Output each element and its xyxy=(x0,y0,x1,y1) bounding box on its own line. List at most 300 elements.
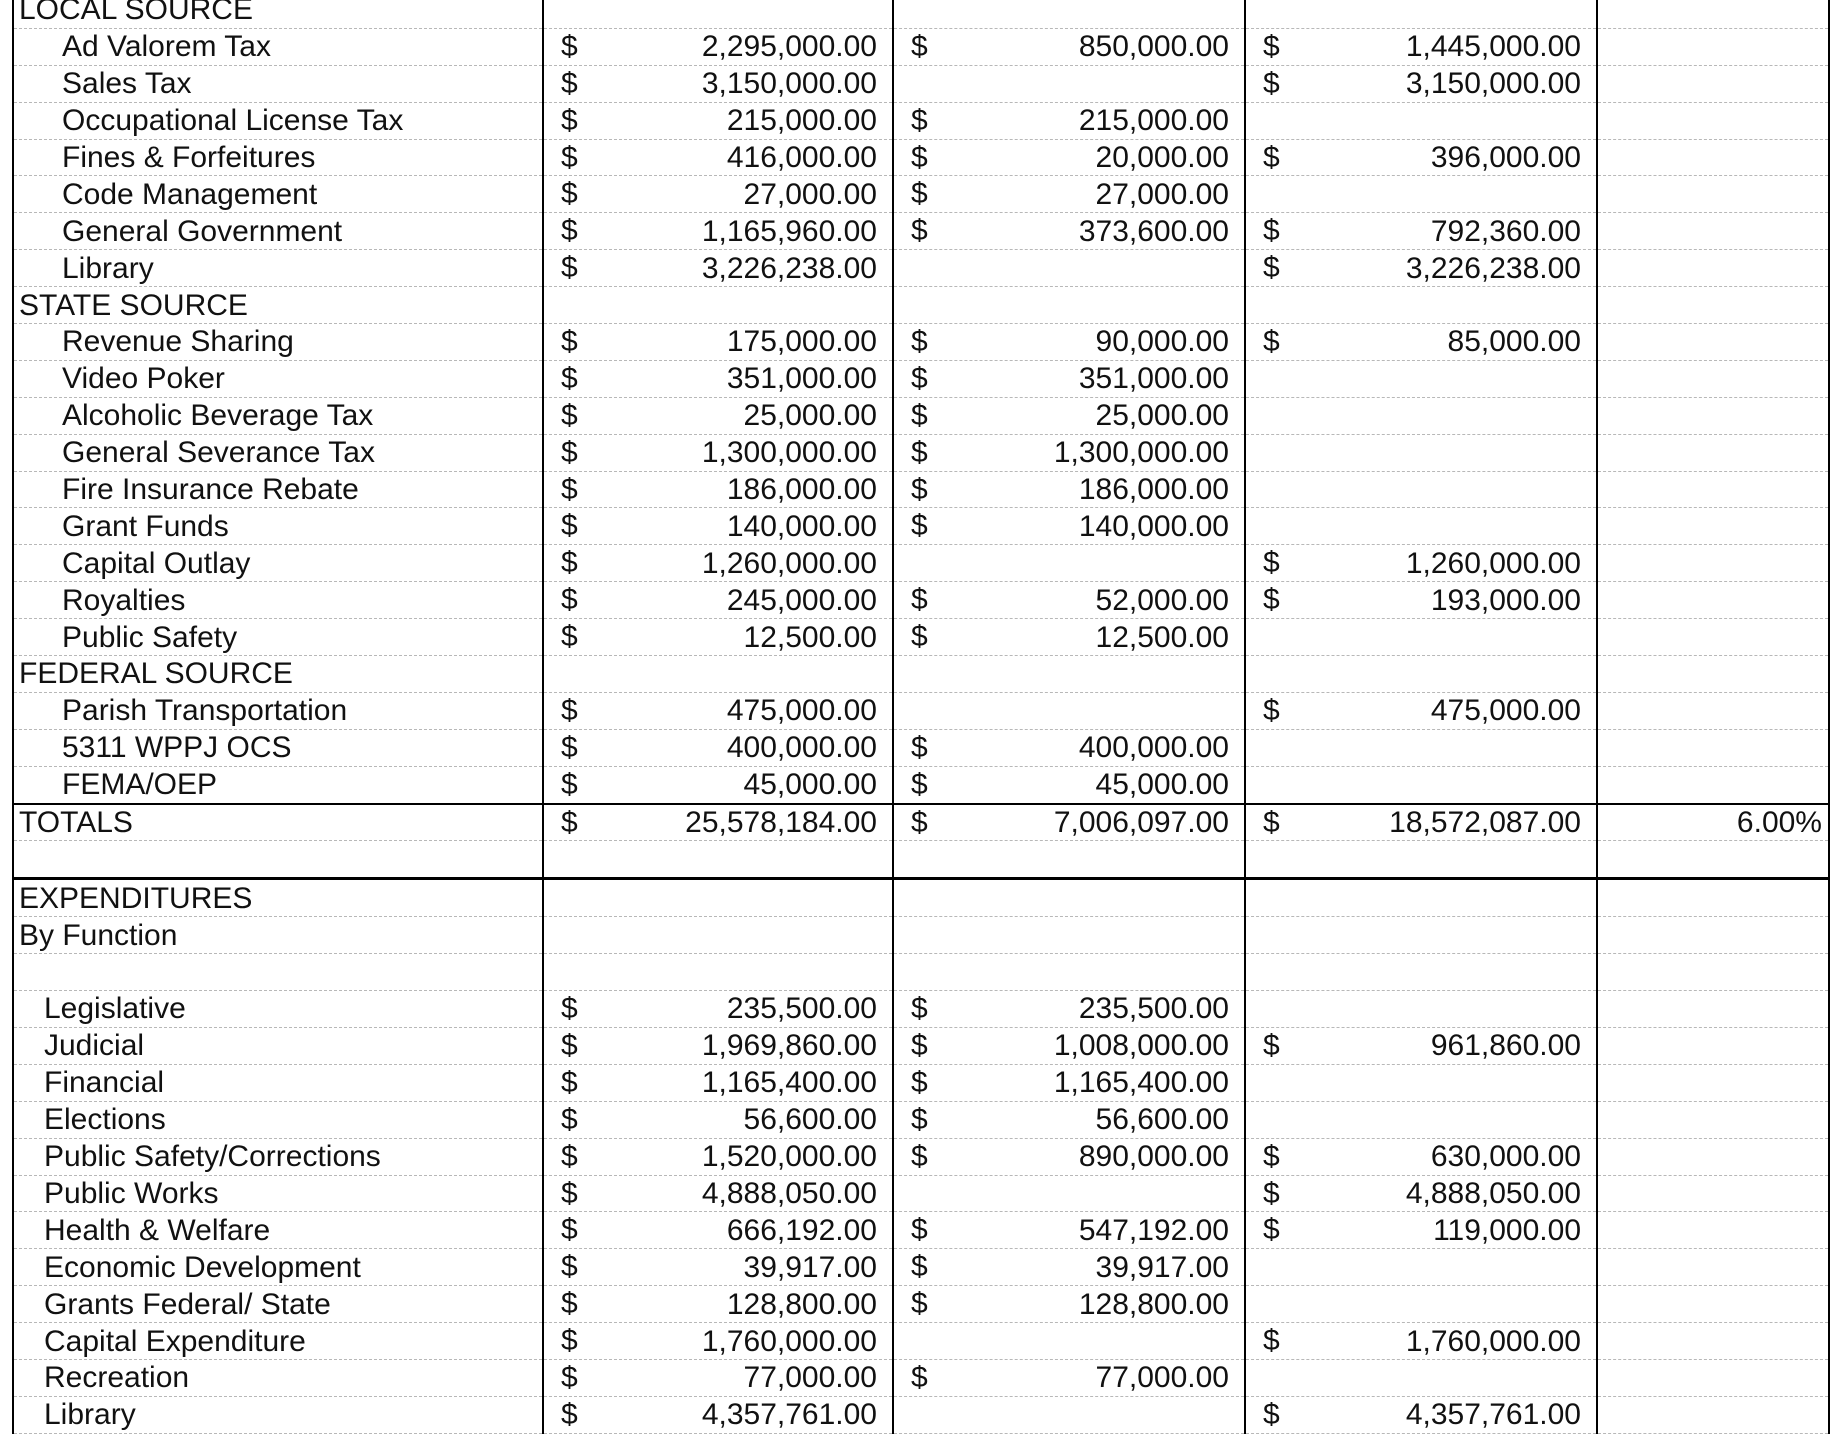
currency-symbol: $ xyxy=(561,398,578,432)
row-label: Recreation xyxy=(44,1361,190,1395)
percent-cell[interactable] xyxy=(1597,176,1829,213)
currency-symbol: $ xyxy=(911,1028,928,1062)
amount-value: 351,000.00 xyxy=(726,362,877,396)
amount-cell-col2[interactable] xyxy=(893,1396,1245,1433)
row-label-cell[interactable] xyxy=(13,65,543,102)
percent-cell[interactable] xyxy=(1597,324,1829,361)
amount-cell-col2[interactable] xyxy=(893,28,1245,65)
percent-cell[interactable] xyxy=(1597,841,1829,879)
amount-cell-col3[interactable] xyxy=(1245,1249,1597,1286)
currency-symbol: $ xyxy=(1263,251,1280,285)
currency-symbol: $ xyxy=(1263,140,1280,174)
row-label-cell[interactable] xyxy=(13,917,543,954)
amount-cell-col3[interactable] xyxy=(1245,729,1597,766)
amount-cell-col3[interactable] xyxy=(1245,65,1597,102)
row-label-cell[interactable] xyxy=(13,139,543,176)
percent-cell[interactable] xyxy=(1597,397,1829,434)
currency-symbol: $ xyxy=(911,29,928,63)
amount-cell-total[interactable] xyxy=(543,139,893,176)
amount-cell-total[interactable] xyxy=(543,954,893,991)
amount-cell-col3[interactable] xyxy=(1245,1138,1597,1175)
amount-cell-total[interactable] xyxy=(543,1212,893,1249)
row-label-cell[interactable] xyxy=(13,1175,543,1212)
amount-value: 39,917.00 xyxy=(743,1250,877,1284)
row-label-cell[interactable] xyxy=(13,176,543,213)
table-row xyxy=(13,471,1829,508)
percent-cell[interactable] xyxy=(1597,65,1829,102)
amount-cell-col2[interactable] xyxy=(893,1138,1245,1175)
table-row xyxy=(13,991,1829,1028)
amount-cell-col2[interactable] xyxy=(893,397,1245,434)
amount-cell-col3[interactable] xyxy=(1245,1101,1597,1138)
currency-symbol: $ xyxy=(1263,66,1280,100)
currency-symbol: $ xyxy=(561,767,578,801)
amount-cell-col3[interactable] xyxy=(1245,1212,1597,1249)
currency-symbol: $ xyxy=(911,730,928,764)
row-label-cell[interactable] xyxy=(13,213,543,250)
amount-value: 666,192.00 xyxy=(726,1213,877,1247)
amount-cell-total[interactable] xyxy=(543,1101,893,1138)
currency-symbol: $ xyxy=(561,66,578,100)
currency-symbol: $ xyxy=(561,1287,578,1321)
percent-cell[interactable] xyxy=(1597,1323,1829,1360)
amount-cell-col2[interactable] xyxy=(893,434,1245,471)
amount-cell-col2[interactable] xyxy=(893,471,1245,508)
amount-cell-col3[interactable] xyxy=(1245,397,1597,434)
table-row xyxy=(13,582,1829,619)
currency-symbol: $ xyxy=(561,214,578,248)
amount-cell-col3[interactable] xyxy=(1245,954,1597,991)
percent-cell[interactable] xyxy=(1597,0,1829,28)
amount-cell-col2[interactable] xyxy=(893,1249,1245,1286)
row-label-cell[interactable] xyxy=(13,1249,543,1286)
amount-cell-col3[interactable] xyxy=(1245,324,1597,361)
amount-cell-total[interactable] xyxy=(543,917,893,954)
amount-cell-total[interactable] xyxy=(543,287,893,324)
amount-value: 245,000.00 xyxy=(726,583,877,617)
row-label: Fire Insurance Rebate xyxy=(62,473,359,507)
table-row xyxy=(13,508,1829,545)
percent-cell[interactable] xyxy=(1597,879,1829,917)
currency-symbol: $ xyxy=(561,251,578,285)
amount-cell-col3[interactable] xyxy=(1245,766,1597,803)
row-label: General Government xyxy=(62,214,343,248)
row-label-cell[interactable] xyxy=(13,545,543,582)
row-label: Legislative xyxy=(44,992,186,1026)
amount-cell-total[interactable] xyxy=(543,991,893,1028)
currency-symbol: $ xyxy=(561,509,578,543)
row-label-cell[interactable] xyxy=(13,729,543,766)
currency-symbol: $ xyxy=(911,1102,928,1136)
percent-cell[interactable] xyxy=(1597,1064,1829,1101)
currency-symbol: $ xyxy=(1263,1397,1280,1431)
amount-cell-total[interactable] xyxy=(543,1396,893,1433)
currency-symbol: $ xyxy=(561,805,578,839)
amount-cell-total[interactable] xyxy=(543,508,893,545)
percent-cell[interactable] xyxy=(1597,1286,1829,1323)
row-label-cell[interactable] xyxy=(13,766,543,803)
amount-cell-col3[interactable] xyxy=(1245,0,1597,28)
currency-symbol: $ xyxy=(1263,325,1280,359)
amount-value: 2,295,000.00 xyxy=(701,30,877,64)
currency-symbol: $ xyxy=(561,1176,578,1210)
row-label-cell[interactable] xyxy=(13,582,543,619)
percent-cell[interactable] xyxy=(1597,250,1829,287)
amount-cell-total[interactable] xyxy=(543,360,893,397)
amount-cell-total[interactable] xyxy=(543,619,893,656)
row-label: Revenue Sharing xyxy=(62,325,294,359)
table-row xyxy=(13,692,1829,729)
table-row xyxy=(13,1286,1829,1323)
percent-cell[interactable] xyxy=(1597,917,1829,954)
amount-cell-col2[interactable] xyxy=(893,917,1245,954)
row-label-cell[interactable] xyxy=(13,250,543,287)
amount-cell-col2[interactable] xyxy=(893,954,1245,991)
amount-cell-col2[interactable] xyxy=(893,841,1245,879)
amount-cell-col2[interactable] xyxy=(893,508,1245,545)
currency-symbol: $ xyxy=(911,583,928,617)
table-row xyxy=(13,1249,1829,1286)
amount-cell-col2[interactable] xyxy=(893,1175,1245,1212)
table-row xyxy=(13,250,1829,287)
percent-cell[interactable] xyxy=(1597,1359,1829,1396)
percent-cell[interactable] xyxy=(1597,102,1829,139)
amount-cell-total[interactable] xyxy=(543,65,893,102)
table-row xyxy=(13,1212,1829,1249)
row-label: Occupational License Tax xyxy=(62,104,404,138)
row-label: Video Poker xyxy=(62,362,225,396)
amount-cell-col3[interactable] xyxy=(1245,1286,1597,1323)
amount-cell-col3[interactable] xyxy=(1245,692,1597,729)
amount-cell-total[interactable] xyxy=(543,250,893,287)
amount-cell-col3[interactable] xyxy=(1245,1027,1597,1064)
amount-cell-col2[interactable] xyxy=(893,213,1245,250)
totals-row xyxy=(13,804,1829,841)
percent-cell[interactable] xyxy=(1597,508,1829,545)
currency-symbol: $ xyxy=(561,435,578,469)
percent-cell[interactable] xyxy=(1597,619,1829,656)
row-label-cell[interactable] xyxy=(13,28,543,65)
amount-value: 25,578,184.00 xyxy=(685,806,877,840)
currency-symbol: $ xyxy=(561,361,578,395)
amount-cell-col2[interactable] xyxy=(893,619,1245,656)
row-label-cell[interactable] xyxy=(13,1101,543,1138)
amount-cell-col2[interactable] xyxy=(893,176,1245,213)
amount-cell-col3[interactable] xyxy=(1245,582,1597,619)
amount-value: 215,000.00 xyxy=(1078,104,1229,138)
percent-cell[interactable] xyxy=(1597,545,1829,582)
amount-cell-col3[interactable] xyxy=(1245,1064,1597,1101)
amount-cell-col2[interactable] xyxy=(893,1101,1245,1138)
amount-cell-col2[interactable] xyxy=(893,65,1245,102)
row-label-cell[interactable] xyxy=(13,692,543,729)
table-row xyxy=(13,176,1829,213)
table-row xyxy=(13,729,1829,766)
amount-value: 1,008,000.00 xyxy=(1053,1029,1229,1063)
percent-cell[interactable] xyxy=(1597,1212,1829,1249)
row-label: FEDERAL SOURCE xyxy=(19,657,293,691)
amount-cell-col2[interactable] xyxy=(893,729,1245,766)
amount-cell-col3[interactable] xyxy=(1245,434,1597,471)
amount-cell-total[interactable] xyxy=(543,582,893,619)
amount-value: 400,000.00 xyxy=(1078,731,1229,765)
amount-value: 416,000.00 xyxy=(726,141,877,174)
table-row xyxy=(13,1138,1829,1175)
amount-cell-col3[interactable] xyxy=(1245,102,1597,139)
percent-cell[interactable] xyxy=(1597,954,1829,991)
currency-symbol: $ xyxy=(561,693,578,727)
row-label-cell[interactable] xyxy=(13,1064,543,1101)
amount-cell-col2[interactable] xyxy=(893,360,1245,397)
row-label: Royalties xyxy=(62,583,186,617)
row-label: STATE SOURCE xyxy=(19,288,248,322)
amount-cell-col3[interactable] xyxy=(1245,250,1597,287)
row-label: By Function xyxy=(19,918,178,952)
row-label-cell[interactable] xyxy=(13,287,543,324)
amount-cell-total[interactable] xyxy=(543,1138,893,1175)
amount-cell-total[interactable] xyxy=(543,176,893,213)
amount-cell-col3[interactable] xyxy=(1245,917,1597,954)
row-label-cell[interactable] xyxy=(13,1359,543,1396)
amount-value: 4,888,050.00 xyxy=(1405,1176,1581,1210)
row-label-cell[interactable] xyxy=(13,804,543,841)
row-label-cell[interactable] xyxy=(13,397,543,434)
currency-symbol: $ xyxy=(561,992,578,1026)
amount-cell-col2[interactable] xyxy=(893,1323,1245,1360)
amount-cell-col3[interactable] xyxy=(1245,991,1597,1028)
amount-cell-col2[interactable] xyxy=(893,324,1245,361)
row-label-cell[interactable] xyxy=(13,619,543,656)
amount-cell-total[interactable] xyxy=(543,397,893,434)
amount-cell-total[interactable] xyxy=(543,28,893,65)
amount-cell-total[interactable] xyxy=(543,0,893,28)
percent-cell[interactable] xyxy=(1597,1027,1829,1064)
currency-symbol: $ xyxy=(911,1287,928,1321)
table-row xyxy=(13,545,1829,582)
row-label-cell[interactable] xyxy=(13,879,543,917)
amount-cell-col2[interactable] xyxy=(893,582,1245,619)
amount-value: 45,000.00 xyxy=(743,768,877,802)
amount-value: 85,000.00 xyxy=(1447,325,1581,359)
amount-value: 12,500.00 xyxy=(1095,620,1229,654)
currency-symbol: $ xyxy=(561,546,578,580)
amount-value: 18,572,087.00 xyxy=(1389,806,1581,840)
amount-cell-col3[interactable] xyxy=(1245,1323,1597,1360)
amount-cell-col3[interactable] xyxy=(1245,471,1597,508)
amount-value: 396,000.00 xyxy=(1430,141,1581,174)
amount-cell-col3[interactable] xyxy=(1245,1175,1597,1212)
amount-value: 1,165,400.00 xyxy=(1053,1066,1229,1100)
amount-cell-col3[interactable] xyxy=(1245,508,1597,545)
amount-cell-col3[interactable] xyxy=(1245,139,1597,176)
row-label-cell[interactable] xyxy=(13,471,543,508)
amount-cell-total[interactable] xyxy=(543,324,893,361)
amount-cell-col2[interactable] xyxy=(893,250,1245,287)
amount-cell-total[interactable] xyxy=(543,434,893,471)
section-header-row xyxy=(13,287,1829,324)
section-header-row xyxy=(13,879,1829,917)
amount-cell-col2[interactable] xyxy=(893,1064,1245,1101)
amount-cell-col3[interactable] xyxy=(1245,619,1597,656)
amount-cell-total[interactable] xyxy=(543,1027,893,1064)
currency-symbol: $ xyxy=(1263,29,1280,63)
row-label-cell[interactable] xyxy=(13,991,543,1028)
percent-cell[interactable] xyxy=(1597,1175,1829,1212)
row-label-cell[interactable] xyxy=(13,1027,543,1064)
table-row xyxy=(13,1064,1829,1101)
row-label-cell[interactable] xyxy=(13,1396,543,1433)
currency-symbol: $ xyxy=(1263,1324,1280,1358)
amount-cell-total[interactable] xyxy=(543,1323,893,1360)
row-label-cell[interactable] xyxy=(13,954,543,991)
amount-cell-col3[interactable] xyxy=(1245,360,1597,397)
percent-cell[interactable] xyxy=(1597,213,1829,250)
amount-cell-total[interactable] xyxy=(543,804,893,841)
amount-cell-total[interactable] xyxy=(543,692,893,729)
amount-cell-col2[interactable] xyxy=(893,0,1245,28)
table-row xyxy=(13,213,1829,250)
row-label: Public Safety xyxy=(62,620,238,654)
budget-table xyxy=(12,0,1830,1434)
percent-cell[interactable] xyxy=(1597,434,1829,471)
amount-cell-col2[interactable] xyxy=(893,102,1245,139)
section-header-row xyxy=(13,656,1829,693)
amount-cell-col2[interactable] xyxy=(893,879,1245,917)
amount-value: 351,000.00 xyxy=(1078,362,1229,396)
table-row xyxy=(13,1101,1829,1138)
amount-cell-total[interactable] xyxy=(543,213,893,250)
percent-cell[interactable] xyxy=(1597,1138,1829,1175)
amount-value: 235,500.00 xyxy=(726,992,877,1026)
percent-cell[interactable] xyxy=(1597,582,1829,619)
amount-cell-col3[interactable] xyxy=(1245,841,1597,879)
percent-cell[interactable] xyxy=(1597,287,1829,324)
amount-cell-col2[interactable] xyxy=(893,1212,1245,1249)
currency-symbol: $ xyxy=(1263,1176,1280,1210)
amount-cell-col3[interactable] xyxy=(1245,1359,1597,1396)
row-label-cell[interactable] xyxy=(13,360,543,397)
amount-cell-total[interactable] xyxy=(543,545,893,582)
row-label-cell[interactable] xyxy=(13,0,543,28)
row-label-cell[interactable] xyxy=(13,656,543,693)
amount-cell-total[interactable] xyxy=(543,1286,893,1323)
amount-cell-col3[interactable] xyxy=(1245,213,1597,250)
amount-cell-col2[interactable] xyxy=(893,287,1245,324)
amount-cell-total[interactable] xyxy=(543,1359,893,1396)
amount-cell-col2[interactable] xyxy=(893,656,1245,693)
amount-value: 792,360.00 xyxy=(1430,214,1581,248)
amount-cell-total[interactable] xyxy=(543,1175,893,1212)
amount-cell-total[interactable] xyxy=(543,471,893,508)
amount-cell-col2[interactable] xyxy=(893,991,1245,1028)
amount-cell-col3[interactable] xyxy=(1245,804,1597,841)
percent-cell[interactable] xyxy=(1597,139,1829,176)
amount-cell-col3[interactable] xyxy=(1245,287,1597,324)
amount-cell-total[interactable] xyxy=(543,656,893,693)
amount-cell-total[interactable] xyxy=(543,1064,893,1101)
amount-cell-total[interactable] xyxy=(543,766,893,803)
currency-symbol: $ xyxy=(561,583,578,617)
amount-cell-col2[interactable] xyxy=(893,692,1245,729)
row-label-cell[interactable] xyxy=(13,1286,543,1323)
percent-cell[interactable] xyxy=(1597,804,1829,841)
row-label-cell[interactable] xyxy=(13,508,543,545)
amount-value: 4,888,050.00 xyxy=(701,1176,877,1210)
amount-value: 45,000.00 xyxy=(1095,768,1229,802)
row-label-cell[interactable] xyxy=(13,324,543,361)
amount-cell-col2[interactable] xyxy=(893,1286,1245,1323)
row-label-cell[interactable] xyxy=(13,102,543,139)
table-row xyxy=(13,1396,1829,1433)
row-label-cell[interactable] xyxy=(13,1212,543,1249)
currency-symbol: $ xyxy=(911,398,928,432)
percent-cell[interactable] xyxy=(1597,1249,1829,1286)
table-row xyxy=(13,766,1829,803)
table-row xyxy=(13,434,1829,471)
table-row xyxy=(13,102,1829,139)
amount-cell-col3[interactable] xyxy=(1245,545,1597,582)
amount-cell-total[interactable] xyxy=(543,102,893,139)
amount-value: 175,000.00 xyxy=(726,325,877,359)
amount-cell-col2[interactable] xyxy=(893,804,1245,841)
percent-cell[interactable] xyxy=(1597,1101,1829,1138)
amount-cell-col2[interactable] xyxy=(893,1359,1245,1396)
amount-cell-total[interactable] xyxy=(543,841,893,879)
amount-cell-col2[interactable] xyxy=(893,1027,1245,1064)
percent-cell[interactable] xyxy=(1597,766,1829,803)
table-row xyxy=(13,1175,1829,1212)
currency-symbol: $ xyxy=(561,1102,578,1136)
amount-cell-total[interactable] xyxy=(543,1249,893,1286)
table-row xyxy=(13,28,1829,65)
row-label-cell[interactable] xyxy=(13,1138,543,1175)
percent-cell[interactable] xyxy=(1597,692,1829,729)
table-row xyxy=(13,1027,1829,1064)
percent-cell[interactable] xyxy=(1597,656,1829,693)
amount-cell-col3[interactable] xyxy=(1245,656,1597,693)
row-label-cell[interactable] xyxy=(13,1323,543,1360)
amount-cell-col3[interactable] xyxy=(1245,28,1597,65)
amount-cell-total[interactable] xyxy=(543,729,893,766)
amount-cell-col3[interactable] xyxy=(1245,879,1597,917)
amount-cell-col3[interactable] xyxy=(1245,1396,1597,1433)
amount-cell-col2[interactable] xyxy=(893,545,1245,582)
amount-cell-col2[interactable] xyxy=(893,139,1245,176)
amount-cell-col2[interactable] xyxy=(893,766,1245,803)
amount-value: 235,500.00 xyxy=(1078,992,1229,1026)
row-label-cell[interactable] xyxy=(13,841,543,879)
amount-cell-total[interactable] xyxy=(543,879,893,917)
currency-symbol: $ xyxy=(911,140,928,174)
amount-value: 1,300,000.00 xyxy=(701,436,877,470)
currency-symbol: $ xyxy=(911,103,928,137)
amount-cell-col3[interactable] xyxy=(1245,176,1597,213)
percent-cell[interactable] xyxy=(1597,729,1829,766)
row-label: Code Management xyxy=(62,177,318,211)
row-label: Ad Valorem Tax xyxy=(62,30,271,64)
currency-symbol: $ xyxy=(911,1360,928,1394)
percent-cell[interactable] xyxy=(1597,991,1829,1028)
currency-symbol: $ xyxy=(911,1139,928,1173)
section-header-row xyxy=(13,0,1829,28)
percent-cell[interactable] xyxy=(1597,28,1829,65)
percent-cell[interactable] xyxy=(1597,360,1829,397)
percent-cell[interactable] xyxy=(1597,1396,1829,1433)
percent-cell[interactable] xyxy=(1597,471,1829,508)
row-label-cell[interactable] xyxy=(13,434,543,471)
currency-symbol: $ xyxy=(911,509,928,543)
amount-value: 193,000.00 xyxy=(1430,583,1581,617)
